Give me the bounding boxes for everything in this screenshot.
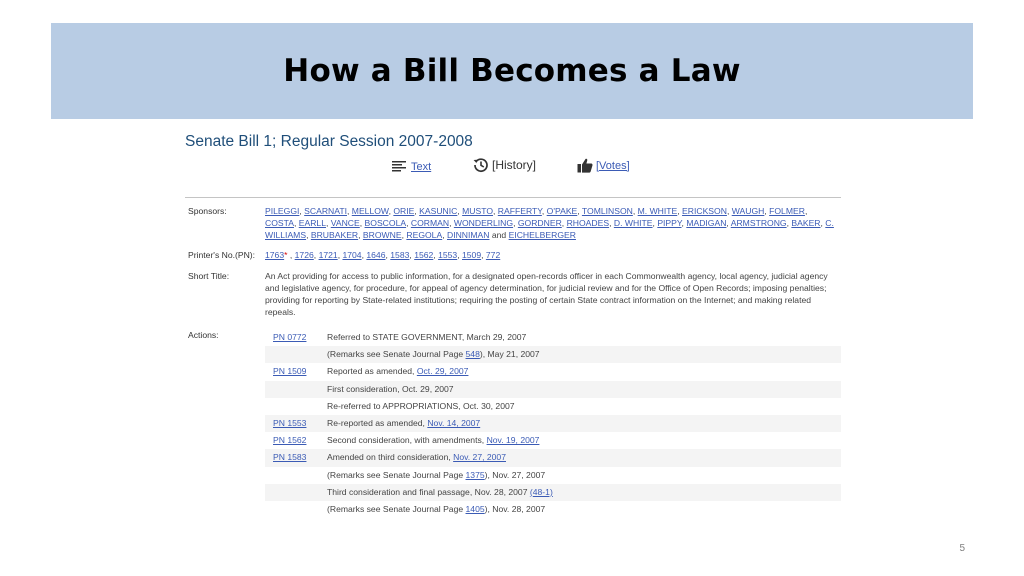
sponsor-link[interactable]: WONDERLING	[453, 218, 514, 228]
sponsor-link[interactable]: EICHELBERGER	[508, 230, 576, 240]
sponsor-link[interactable]: D. WHITE	[613, 218, 653, 228]
action-text: ), Nov. 28, 2007	[484, 503, 546, 514]
sponsors-label: Sponsors:	[188, 206, 227, 216]
printers-number-link[interactable]: 1726	[294, 250, 314, 260]
action-text: Re-reported as amended,	[327, 417, 428, 428]
action-text: Reported as amended,	[327, 366, 417, 377]
document-lines-icon	[392, 160, 408, 173]
action-row	[265, 467, 841, 484]
sponsors-and-text: and	[491, 230, 507, 240]
short-title-label: Short Title:	[188, 271, 230, 281]
action-pn-cell	[265, 432, 327, 449]
action-row	[265, 329, 841, 346]
action-pn-link[interactable]: PN 1583	[273, 452, 307, 463]
action-text: (Remarks see Senate Journal Page	[327, 503, 466, 514]
printers-number-link[interactable]: 1562	[414, 250, 434, 260]
action-row	[265, 501, 841, 518]
sponsor-link[interactable]: MUSTO	[462, 206, 494, 216]
sponsor-link[interactable]: EARLL	[298, 218, 326, 228]
history-label: [History]	[492, 158, 537, 172]
sponsor-link[interactable]: FOLMER	[769, 206, 805, 216]
sponsor-link[interactable]: M. WHITE	[637, 206, 678, 216]
action-pn-cell	[265, 449, 327, 466]
action-date-link[interactable]: 1405	[465, 503, 485, 514]
action-pn-cell	[265, 484, 327, 501]
history-icon	[473, 157, 489, 173]
sponsor-link[interactable]: O'PAKE	[546, 206, 578, 216]
printers-number-link[interactable]: 1763	[265, 250, 285, 260]
action-pn-link[interactable]: PN 1562	[273, 435, 307, 446]
action-text: ), May 21, 2007	[479, 349, 540, 360]
slide-number: 5	[959, 543, 965, 554]
votes-link[interactable]: [Votes]	[596, 159, 630, 172]
printers-number-link[interactable]: 1509	[462, 250, 482, 260]
action-text: Amended on third consideration,	[327, 452, 454, 463]
action-text: Third consideration and final passage, Nov. 28, 2007	[327, 486, 530, 497]
action-pn-link[interactable]: PN 1553	[273, 417, 307, 428]
action-date-link[interactable]: 1375	[465, 469, 485, 480]
title-band	[51, 23, 973, 119]
sponsor-link[interactable]: COSTA	[265, 218, 294, 228]
action-description	[327, 467, 545, 484]
actions-label: Actions:	[188, 330, 219, 340]
sponsor-link[interactable]: BOSCOLA	[364, 218, 407, 228]
action-description	[327, 449, 506, 466]
action-date-link[interactable]: (48-1)	[529, 486, 553, 497]
sponsor-link[interactable]: BRUBAKER	[310, 230, 359, 240]
printers-list: 1763* , 1726, 1721, 1704, 1646, 1583, 1562, 1553, 1509, 772	[265, 250, 501, 260]
short-title-row	[185, 270, 841, 318]
action-row	[265, 381, 841, 398]
printers-number-link[interactable]: 1583	[390, 250, 410, 260]
action-row	[265, 432, 841, 449]
thumbs-up-icon	[577, 158, 593, 173]
action-pn-cell	[265, 467, 327, 484]
bill-header: Senate Bill 1; Regular Session 2007-2008	[185, 133, 473, 150]
current-version-star: *	[284, 250, 288, 260]
action-pn-cell	[265, 363, 327, 380]
bill-page	[185, 130, 841, 518]
action-text: Referred to STATE GOVERNMENT, March 29, 2007	[327, 332, 527, 342]
sponsor-link[interactable]: SCARNATI	[304, 206, 347, 216]
action-text: First consideration, Oct. 29, 2007	[327, 383, 454, 394]
action-description	[327, 432, 539, 449]
sponsor-link[interactable]: VANCE	[330, 218, 360, 228]
votes-tool[interactable]	[577, 158, 630, 173]
action-text: ), Nov. 27, 2007	[484, 469, 546, 480]
sponsors-row	[185, 205, 841, 241]
sponsor-link[interactable]: ORIE	[393, 206, 415, 216]
actions-list	[265, 329, 841, 518]
action-row	[265, 449, 841, 466]
printers-number-link[interactable]: 1553	[438, 250, 458, 260]
sponsor-link[interactable]: MADIGAN	[686, 218, 727, 228]
action-description	[327, 363, 468, 380]
action-row	[265, 484, 841, 501]
short-title-text: An Act providing for access to public information, for a designated open-records officer in each Commonwealth agency, local agency, judicial agency and legislative agency, for procedure, for appeal of agency determination, for judicial review and for the Office of Open Records; imposing penalties; providing for reporting by State-related institutions; requiring the posting of certain State contract information on the Internet; and making related repeals.	[265, 271, 828, 317]
sponsor-link[interactable]: PIPPY	[657, 218, 682, 228]
bill-tools	[185, 156, 841, 194]
action-description	[327, 381, 454, 398]
action-pn-cell	[265, 346, 327, 363]
action-date-link[interactable]: Nov. 14, 2007	[427, 417, 481, 428]
action-description	[327, 415, 480, 432]
sponsors-list: PILEGGI, SCARNATI, MELLOW, ORIE, KASUNIC, MUSTO, RAFFERTY, O'PAKE, TOMLINSON, M. WHITE, ERICKSON, WAUGH, FOLMER, COSTA, EARLL, VANCE, BOSCOLA, CORMAN, WONDERLING, GORDNER, RHOADES, D. WHITE, PIPPY, MADIGAN, ARMSTRONG, BAKER, C. WILLIAMS, BRUBAKER, BROWNE, REGOLA, DINNIMAN and EICHELBERGER	[265, 206, 834, 240]
action-row	[265, 346, 841, 363]
printers-number-link[interactable]: 1646	[366, 250, 386, 260]
action-description	[327, 329, 526, 346]
printers-number-link[interactable]: 1721	[318, 250, 338, 260]
sponsor-link[interactable]: KASUNIC	[419, 206, 458, 216]
action-pn-cell	[265, 329, 327, 346]
action-row	[265, 415, 841, 432]
action-pn-cell	[265, 415, 327, 432]
text-link[interactable]: Text	[411, 160, 432, 173]
sponsor-link[interactable]: C. WILLIAMS	[265, 218, 834, 240]
printers-row	[185, 249, 841, 261]
printers-label: Printer's No.(PN):	[188, 250, 256, 260]
sponsor-link[interactable]: BROWNE	[362, 230, 402, 240]
sponsor-link[interactable]: RAFFERTY	[497, 206, 542, 216]
sponsor-link[interactable]: CORMAN	[410, 218, 450, 228]
action-pn-cell	[265, 398, 327, 415]
action-date-link[interactable]: Nov. 19, 2007	[486, 435, 540, 446]
history-tool[interactable]	[473, 157, 536, 173]
action-date-link[interactable]: Nov. 27, 2007	[453, 452, 506, 463]
printers-number-link[interactable]: 772	[485, 250, 501, 260]
text-tool[interactable]	[392, 160, 431, 173]
action-row	[265, 363, 841, 380]
sponsor-link[interactable]: GORDNER	[517, 218, 562, 228]
action-text: Second consideration, with amendments,	[327, 435, 487, 446]
slide-title: How a Bill Becomes a Law	[283, 53, 741, 89]
action-pn-cell	[265, 501, 327, 518]
action-date-link[interactable]: Oct. 29, 2007	[416, 366, 469, 377]
action-text: Re-referred to APPROPRIATIONS, Oct. 30, 2007	[327, 400, 515, 411]
sponsor-link[interactable]: ERICKSON	[682, 206, 727, 216]
printers-number-link[interactable]: 1704	[342, 250, 362, 260]
action-description	[327, 398, 515, 415]
action-description	[327, 501, 545, 518]
action-text: (Remarks see Senate Journal Page	[327, 349, 466, 360]
action-pn-cell	[265, 381, 327, 398]
action-date-link[interactable]: 548	[465, 349, 480, 360]
action-text: (Remarks see Senate Journal Page	[327, 469, 466, 480]
sponsor-link[interactable]: WAUGH	[731, 206, 765, 216]
sponsor-link[interactable]: DINNIMAN	[446, 230, 490, 240]
action-pn-link[interactable]: PN 1509	[273, 366, 307, 377]
action-pn-link[interactable]: PN 0772	[273, 332, 307, 342]
action-description	[327, 484, 553, 501]
sponsor-link[interactable]: ARMSTRONG	[730, 218, 787, 228]
header-divider	[185, 197, 841, 198]
sponsor-link[interactable]: REGOLA	[406, 230, 443, 240]
sponsor-link[interactable]: BAKER	[791, 218, 821, 228]
sponsor-link[interactable]: RHOADES	[566, 218, 610, 228]
sponsor-link[interactable]: TOMLINSON	[581, 206, 633, 216]
sponsor-link[interactable]: PILEGGI	[265, 206, 300, 216]
actions-row	[185, 329, 841, 518]
action-row	[265, 398, 841, 415]
sponsor-link[interactable]: MELLOW	[351, 206, 389, 216]
action-description	[327, 346, 540, 363]
